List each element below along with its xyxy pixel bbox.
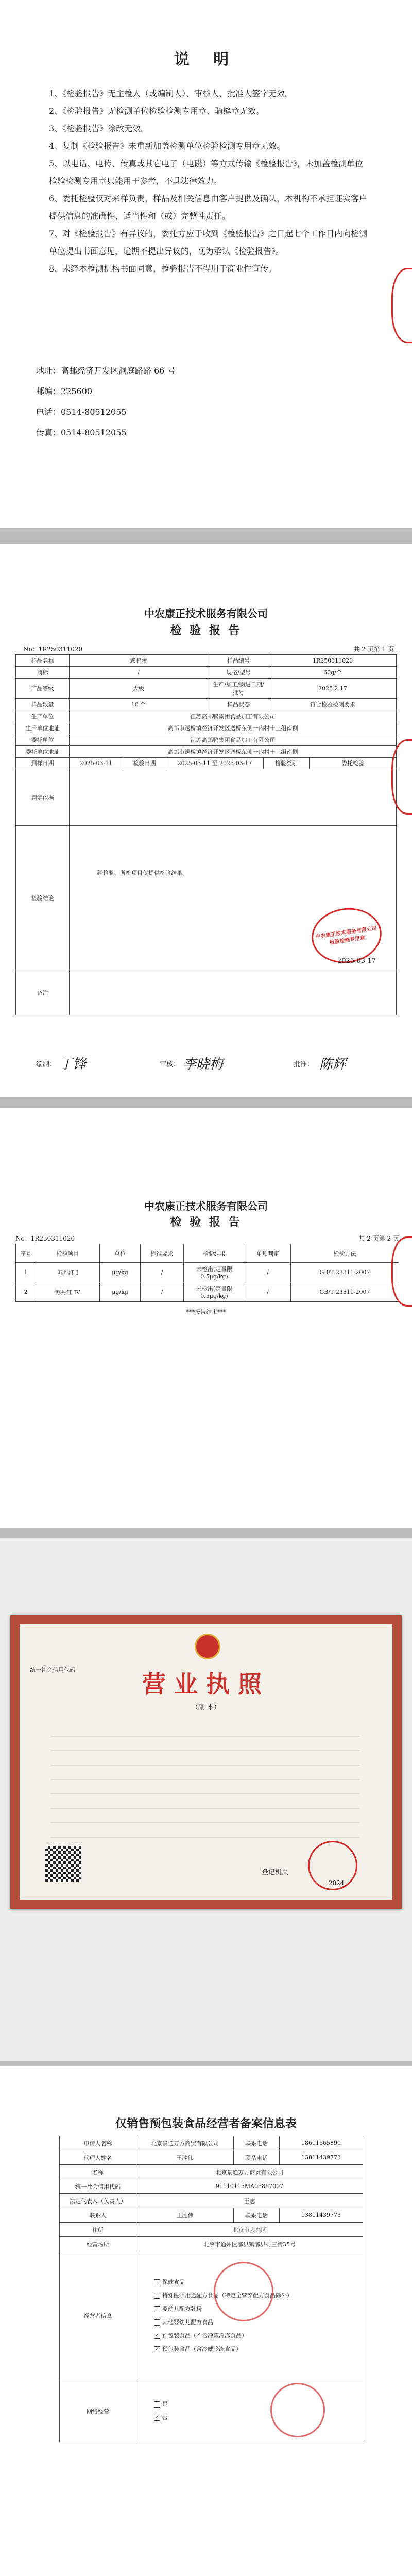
license-frame [10,1615,402,1909]
register-label: 登记机关 [262,1869,289,1876]
filing-info-page [0,2066,412,2576]
check-label: 保健食品 [162,2278,185,2285]
cell: / [141,1263,184,1282]
report-no: No：1R250311020 [23,646,83,653]
report-title: 检 验 报 告 [170,624,242,637]
label: 检验结论 [16,826,70,970]
label: 产品等级 [16,679,70,699]
brand: / [70,667,208,679]
check-item [154,2329,360,2343]
producer-address: 高邮市送桥镇经济开发区送桥东侧一内村十三组南侧 [70,722,397,734]
label: 样品名称 [16,655,70,667]
label: 生产单位 [16,710,70,722]
business-license-page [0,1538,412,2061]
cell: GB/T 23311-2007 [291,1282,399,1302]
label: 联系电话 [234,2136,280,2150]
label: 名称 [60,2165,136,2179]
sample-no: 1R250311020 [269,655,397,667]
check-item [154,2411,360,2425]
company-name: 中农康正技术服务有限公司 [144,607,268,620]
cell: 苏丹红 IV [36,1282,100,1302]
client-address: 高邮市送桥镇经济开发区送桥东侧一内村十三组南侧 [70,746,397,758]
filing-stamp [270,2383,325,2437]
explanation-item: 1、《检验报告》无主检人（或编制人）、审核人、批准人签字无效。 [49,89,294,98]
checkbox-icon [154,2401,160,2408]
column-header: 标准要求 [141,1244,184,1263]
table-header [16,1244,399,1263]
contact-phone: 13811439773 [280,2208,363,2223]
postcode: 邮编：225600 [36,386,93,396]
explanation-item: 5、以电话、电传、传真或其它电子（电磁）等方式传输《检验报告》，未加盖检测单位检验检测专用章只能用于参考，不具法律效力。 [49,159,364,186]
check-label: 预包装食品（不含冷藏冷冻食品） [162,2332,247,2339]
residence: 北京市大兴区 [136,2223,363,2237]
checkbox-icon [154,2306,160,2312]
checked-icon: ✓ [154,2414,160,2420]
conclusion-cell [70,826,397,970]
column-header: 检验方法 [291,1244,399,1263]
results-table [15,1244,399,1302]
column-header: 检验结果 [184,1244,245,1263]
form-title: 仅销售预包装食品经营者备案信息表 [115,2117,297,2130]
explanation-item: 7、对《检验报告》有异议的，委托方应于收到《检验报告》之日起七个工作日内向检测单位提出书面意见，逾期不提出异议的，视为承认《检验报告》。 [49,229,368,256]
cell: / [245,1282,291,1302]
receive-date: 2025-03-11 [70,757,123,769]
report-stamp-text: 中农康正技术服务有限公司 检验检测专用章 [315,925,377,946]
check-item [154,2343,360,2356]
agent-name: 王胜伟 [136,2150,234,2165]
check-label: 否 [162,2414,168,2421]
spec: 60g/个 [269,667,397,679]
report-end-note: ***报告结束*** [186,1309,226,1315]
license-body [50,1722,359,1841]
label: 样品数量 [16,699,70,710]
explanation-item: 8、未经本检测机构书面同意，检验报告不得用于商业性宣传。 [49,264,277,274]
explanation-item: 6、委托检验仅对来样负责，样品及相关信息由客户提供及确认，本机构不承担证实客户提供信息的准确性、适当性和（或）完整性责任。 [49,194,368,221]
check-label: 预包装食品（含冷藏冷冻食品） [162,2345,242,2352]
editor-signature: 丁锋 [59,1057,87,1072]
table-row [16,1263,399,1282]
report-page-1 [0,544,412,1097]
label: 生产单位地址 [16,722,70,734]
report-page-2 [0,1108,412,1528]
network-cell [136,2380,363,2442]
contact-info [36,361,176,443]
explanation-item: 2、《检验报告》无检测单位检验检测专用章、骑缝章无效。 [49,106,265,116]
seam-stamp [391,268,412,343]
remark-value [70,970,397,1015]
license-credit-code: 统一社会信用代码 [30,1667,75,1673]
phone: 电话：0514-80512055 [36,407,127,417]
label: 联系电话 [234,2150,280,2165]
network-options [154,2398,360,2425]
label: 代理人姓名 [60,2150,136,2165]
label: 样品编号 [208,655,269,667]
national-emblem [195,1634,220,1659]
cell: 苏丹红 I [36,1263,100,1282]
label: 检验类别 [264,757,310,769]
client: 江苏高邮鸭集团食品加工有限公司 [70,734,397,746]
sample-state: 符合检验检测要求 [269,699,397,710]
check-label: 其他婴幼儿配方食品 [162,2318,213,2326]
explanation-item: 4、复制《检验报告》未重新加盖检测单位检验检测专用章无效。 [49,141,285,151]
report-no: No：1R250311020 [15,1235,75,1242]
credit-code: 91110115MA05867007 [136,2179,363,2194]
label: 样品状态 [208,699,269,710]
checkbox-icon [154,2293,160,2299]
address: 地址：高邮经济开发区洞庭路路 66 号 [36,366,176,376]
page-title: 说 明 [174,50,238,69]
table-row [16,1282,399,1302]
editor-label: 编制： [36,1061,57,1069]
conclusion: 经检验，所检项目仅提供检验结果。 [97,870,188,876]
cell: / [245,1263,291,1282]
checkbox-icon [154,2319,160,2326]
check-item [154,2398,360,2411]
sample-name: 咸鸭蛋 [70,655,208,667]
basis-value [70,769,397,826]
page-count: 共 2 页第 2 页 [358,1235,399,1242]
page-separator [0,1528,412,1538]
explanation-page [0,0,412,528]
label: 网络经营 [60,2380,136,2442]
approver-label: 批准： [294,1061,314,1069]
filing-stamp [214,2262,273,2321]
label: 规格/型号 [208,667,269,679]
label: 委托单位 [16,734,70,746]
page-separator [0,528,412,544]
reviewer-signature: 李晓梅 [183,1057,224,1072]
column-header: 序号 [16,1244,36,1263]
page-count: 共 2 页第 1 页 [353,646,394,653]
label: 委托单位地址 [16,746,70,758]
report-info-table [15,654,397,758]
report-conclusion-table [15,769,397,1015]
test-type: 委托检验 [310,757,397,769]
test-date: 2025-03-11 至 2025-03-17 [166,757,264,769]
cell: GB/T 23311-2007 [291,1263,399,1282]
page-separator [0,2061,412,2066]
company-name: 中农康正技术服务有限公司 [144,1200,268,1212]
explanation-item: 3、《检验报告》涂改无效。 [49,124,149,133]
legal-rep: 王志 [136,2194,363,2208]
license-year: 2024 [329,1879,345,1887]
license-stamp [308,1841,357,1890]
label: 联系电话 [234,2208,280,2223]
column-header: 单位 [100,1244,141,1263]
report-date-table [15,757,397,769]
scope-cell [136,2251,363,2380]
check-label: 是 [162,2400,168,2408]
label: 生产/加工/购进日期/批号 [208,679,269,699]
label: 备注 [16,970,70,1015]
license-title: 营业执照 [142,1670,270,1698]
checked-icon: ✓ [154,2346,160,2352]
entity-name: 北京景通万方商贸有限公司 [136,2165,363,2179]
label: 申请人名称 [60,2136,136,2150]
seam-stamp [391,739,412,815]
label: 法定代表人（负责人） [60,2194,136,2208]
qr-code-icon [45,1846,81,1882]
contact-name: 王胜伟 [136,2208,234,2223]
producer: 江苏高邮鸭集团食品加工有限公司 [70,710,397,722]
label: 住所 [60,2223,136,2237]
page-separator [0,1097,412,1108]
label: 判定依据 [16,769,70,826]
check-label: 特殊医学用途配方食品（特定全营养配方食品除外） [162,2292,293,2299]
quantity: 10 个 [70,699,208,710]
applicant-phone: 18611665890 [280,2136,363,2150]
checkbox-icon [154,2279,160,2285]
label: 到样日期 [16,757,70,769]
approver-signature: 陈辉 [319,1057,347,1072]
issue-date: 2025-03-17 [337,957,376,965]
check-label: 婴幼儿配方乳粉 [162,2305,202,2312]
label: 商标 [16,667,70,679]
column-header: 单项判定 [245,1244,291,1263]
reviewer-label: 审核： [160,1061,180,1069]
filing-table [59,2136,363,2442]
cell: 未检出(定量限 0.5μg/kg) [184,1263,245,1282]
fax: 传真：0514-80512055 [36,428,127,437]
cell: μg/kg [100,1263,141,1282]
cell: / [141,1282,184,1302]
cell: μg/kg [100,1282,141,1302]
explanation-list [49,85,368,278]
seam-stamp [391,1236,412,1307]
label: 联系人 [60,2208,136,2223]
cell: 未检出(定量限 0.5μg/kg) [184,1282,245,1302]
agent-phone: 13811439773 [280,2150,363,2165]
column-header: 检验项目 [36,1244,100,1263]
applicant-name: 北京景通万方商贸有限公司 [136,2136,234,2150]
label: 统一社会信用代码 [60,2179,136,2194]
production-date: 2025.2.17 [269,679,397,699]
license-subtitle: （副 本） [191,1704,221,1711]
label: 经营场所 [60,2237,136,2251]
cell: 1 [16,1263,36,1282]
license-paper [20,1624,392,1900]
business-location: 北京市通州区漷县镇漷县村三街35号 [136,2237,363,2251]
grade: 大级 [70,679,208,699]
label: 经营者信息 [60,2251,136,2380]
report-title: 检 验 报 告 [170,1215,242,1229]
label: 检验日期 [123,757,166,769]
cell: 2 [16,1282,36,1302]
checked-icon: ✓ [154,2332,160,2338]
